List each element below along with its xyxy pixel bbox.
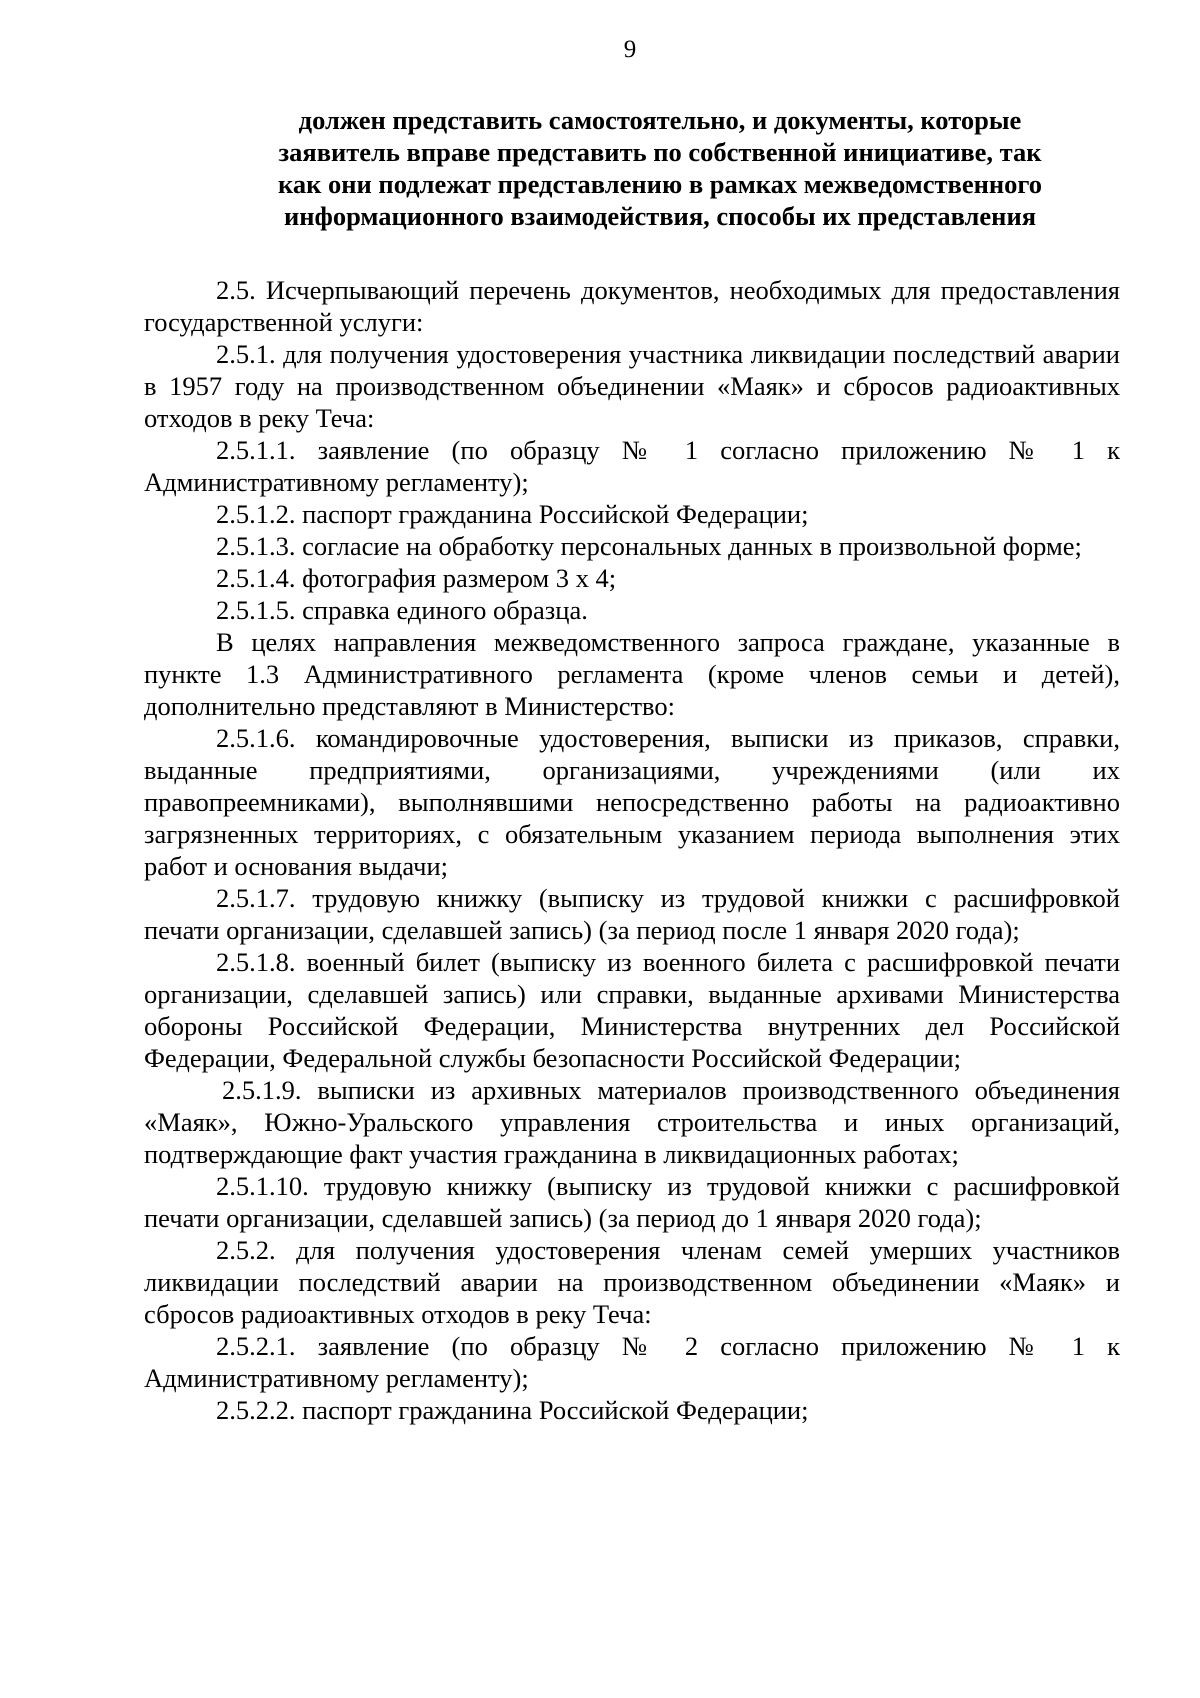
paragraph-2-5-2-1: 2.5.2.1. заявление (по образцу № 2 согласно приложению № 1 к Административному регламенту); bbox=[144, 1331, 1120, 1393]
page-number: 9 bbox=[623, 36, 637, 63]
paragraph-2-5-2: 2.5.2. для получения удостоверения членам семей умерших участников ликвидации последствий аварии на производственном объединении «Маяк» и сбросов радиоактивных отходов в реку Теча: bbox=[144, 1235, 1120, 1329]
section-heading bbox=[240, 104, 1080, 232]
heading-line: должен представить самостоятельно, и документы, которые bbox=[298, 105, 1022, 135]
paragraph-2-5-1: 2.5.1. для получения удостоверения участника ликвидации последствий аварии в 1957 году на производственном объединении «Маяк» и сбросов радиоактивных отходов в реку Теча: bbox=[144, 339, 1120, 433]
paragraph-2-5: 2.5. Исчерпывающий перечень документов, необходимых для предоставления государственной услуги: bbox=[144, 275, 1120, 337]
paragraph-interagency-request: В целях направления межведомственного запроса граждане, указанные в пункте 1.3 Административного регламента (кроме членов семьи и детей), дополнительно представляют в Министерство: bbox=[144, 627, 1120, 721]
paragraph-2-5-1-3: 2.5.1.3. согласие на обработку персональных данных в произвольной форме; bbox=[216, 531, 1082, 561]
paragraph-2-5-1-2: 2.5.1.2. паспорт гражданина Российской Федерации; bbox=[216, 499, 809, 529]
paragraph-2-5-2-2: 2.5.2.2. паспорт гражданина Российской Федерации; bbox=[216, 1395, 809, 1425]
heading-line: как они подлежат представлению в рамках межведомственного bbox=[278, 169, 1042, 199]
heading-line: информационного взаимодействия, способы их представления bbox=[283, 201, 1037, 231]
paragraph-2-5-1-10: 2.5.1.10. трудовую книжку (выписку из трудовой книжки с расшифровкой печати организации, сделавшей запись) (за период до 1 января 2020 года); bbox=[144, 1171, 1120, 1233]
paragraph-2-5-1-5: 2.5.1.5. справка единого образца. bbox=[216, 595, 588, 625]
document-body bbox=[144, 274, 1120, 1426]
paragraph-2-5-1-8: 2.5.1.8. военный билет (выписку из военного билета с расшифровкой печати организации, сделавшей запись) или справки, выданные архивами Министерства обороны Российской Федерации, Министерства внутренних дел Российской Федерации, Федеральной службы безопасности Российской Федерации; bbox=[144, 947, 1120, 1073]
paragraph-2-5-1-9: 2.5.1.9. выписки из архивных материалов производственного объединения «Маяк», Южно-Уральского управления строительства и иных организаций, подтверждающие факт участия гражданина в ликвидационных работах; bbox=[144, 1075, 1120, 1169]
heading-line: заявитель вправе представить по собственной инициативе, так bbox=[278, 137, 1042, 167]
paragraph-2-5-1-4: 2.5.1.4. фотография размером 3 х 4; bbox=[216, 563, 617, 593]
paragraph-2-5-1-7: 2.5.1.7. трудовую книжку (выписку из трудовой книжки с расшифровкой печати организации, сделавшей запись) (за период после 1 января 2020 года); bbox=[144, 883, 1120, 945]
paragraph-2-5-1-6: 2.5.1.6. командировочные удостоверения, выписки из приказов, справки, выданные предприятиями, организациями, учреждениями (или их правопреемниками), выполнявшими непосредственно работы на радиоактивно загрязненных территориях, с обязательным указанием периода выполнения этих работ и основания выдачи; bbox=[144, 723, 1120, 881]
paragraph-2-5-1-1: 2.5.1.1. заявление (по образцу № 1 согласно приложению № 1 к Административному регламенту); bbox=[144, 435, 1120, 497]
